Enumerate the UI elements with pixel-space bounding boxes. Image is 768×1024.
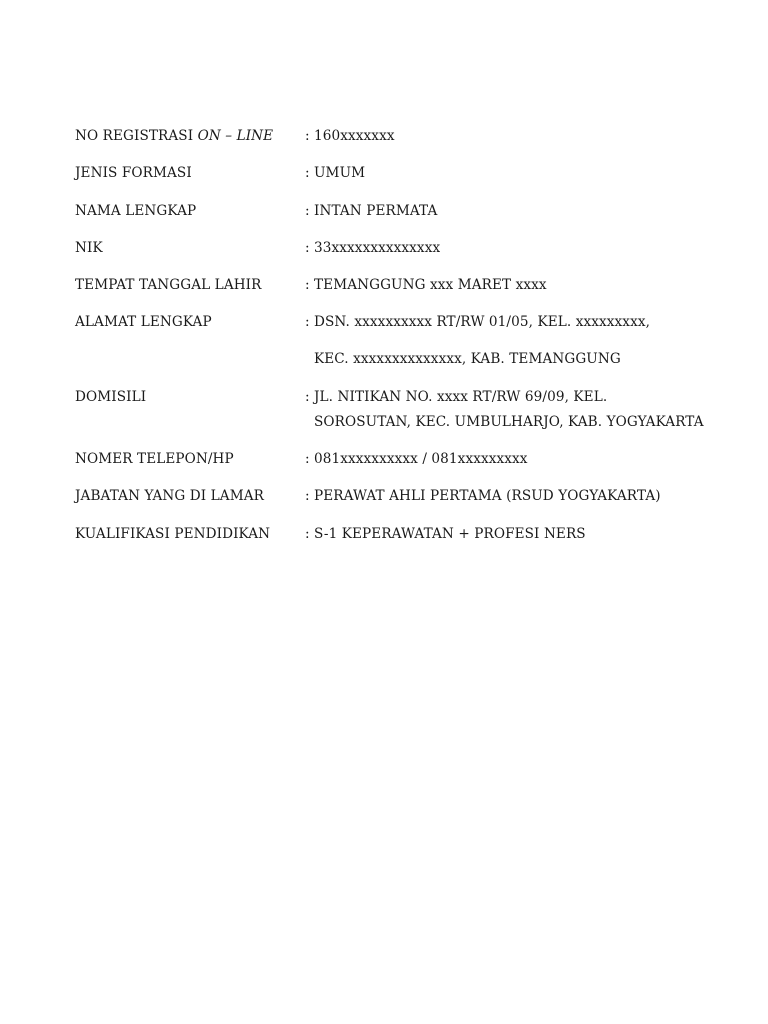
field-value-line: 33xxxxxxxxxxxxxx xyxy=(314,239,441,256)
field-colon: : xyxy=(305,525,310,542)
field-label-text: JABATAN YANG DI LAMAR xyxy=(75,488,264,505)
field-label xyxy=(75,484,305,509)
field-row-alamat-lengkap xyxy=(75,310,735,372)
field-value xyxy=(314,447,735,472)
field-colon: : xyxy=(305,202,310,219)
field-row-no-registrasi xyxy=(75,124,735,149)
field-value-line: PERAWAT AHLI PERTAMA (RSUD YOGYAKARTA) xyxy=(314,488,661,505)
field-label xyxy=(75,199,305,224)
field-label-italic: ON – LINE xyxy=(197,128,274,144)
field-value xyxy=(314,484,735,509)
field-label xyxy=(75,522,305,547)
field-colon: : xyxy=(305,388,310,405)
field-colon: : xyxy=(305,165,310,182)
field-label xyxy=(75,447,305,472)
field-value xyxy=(314,124,735,149)
field-row-tempat-tanggal-lahir xyxy=(75,273,735,298)
field-value xyxy=(314,310,735,372)
field-colon: : xyxy=(305,451,310,468)
field-value-line: JL. NITIKAN NO. xxxx RT/RW 69/09, KEL. xyxy=(314,388,608,405)
field-label xyxy=(75,273,305,298)
field-value-line: SOROSUTAN, KEC. UMBULHARJO, KAB. YOGYAKARTA xyxy=(314,413,704,430)
field-label xyxy=(75,161,305,186)
field-colon: : xyxy=(305,488,310,505)
field-label xyxy=(75,385,305,410)
field-label-text: KUALIFIKASI PENDIDIKAN xyxy=(75,525,271,542)
field-row-nama-lengkap xyxy=(75,199,735,224)
field-value-line: UMUM xyxy=(314,165,366,182)
field-row-kualifikasi-pendidikan xyxy=(75,522,735,547)
field-colon: : xyxy=(305,277,310,294)
field-row-jabatan xyxy=(75,484,735,509)
field-label xyxy=(75,310,305,335)
field-row-jenis-formasi xyxy=(75,161,735,186)
field-label-text: NO REGISTRASI xyxy=(75,128,198,144)
field-label xyxy=(75,124,305,149)
registration-form xyxy=(75,124,735,547)
field-value-line: S-1 KEPERAWATAN + PROFESI NERS xyxy=(314,525,586,542)
field-label-text: ALAMAT LENGKAP xyxy=(75,314,212,331)
field-value-line: INTAN PERMATA xyxy=(314,202,438,219)
field-row-nomer-telepon xyxy=(75,447,735,472)
field-row-domisili xyxy=(75,385,735,435)
field-label xyxy=(75,236,305,261)
field-value xyxy=(314,273,735,298)
field-value-line: TEMANGGUNG xxx MARET xxxx xyxy=(314,277,547,294)
field-value xyxy=(314,161,735,186)
field-label-text: JENIS FORMASI xyxy=(75,165,192,182)
field-label-text: DOMISILI xyxy=(75,388,147,405)
field-label-text: NOMER TELEPON/HP xyxy=(75,451,234,468)
field-value xyxy=(314,385,735,435)
field-value-line: KEC. xxxxxxxxxxxxxx, KAB. TEMANGGUNG xyxy=(314,351,621,368)
field-colon: : xyxy=(305,128,310,144)
field-colon: : xyxy=(305,314,310,331)
field-value xyxy=(314,522,735,547)
field-colon: : xyxy=(305,239,310,256)
field-label-text: NAMA LENGKAP xyxy=(75,202,197,219)
field-value-line: 160xxxxxxx xyxy=(314,128,395,144)
field-label-text: NIK xyxy=(75,239,103,256)
field-value-line: 081xxxxxxxxxx / 081xxxxxxxxx xyxy=(314,451,528,468)
field-row-nik xyxy=(75,236,735,261)
field-value xyxy=(314,236,735,261)
field-label-text: TEMPAT TANGGAL LAHIR xyxy=(75,277,262,294)
field-value xyxy=(314,199,735,224)
field-value-line: DSN. xxxxxxxxxx RT/RW 01/05, KEL. xxxxxxxxx, xyxy=(314,314,651,331)
